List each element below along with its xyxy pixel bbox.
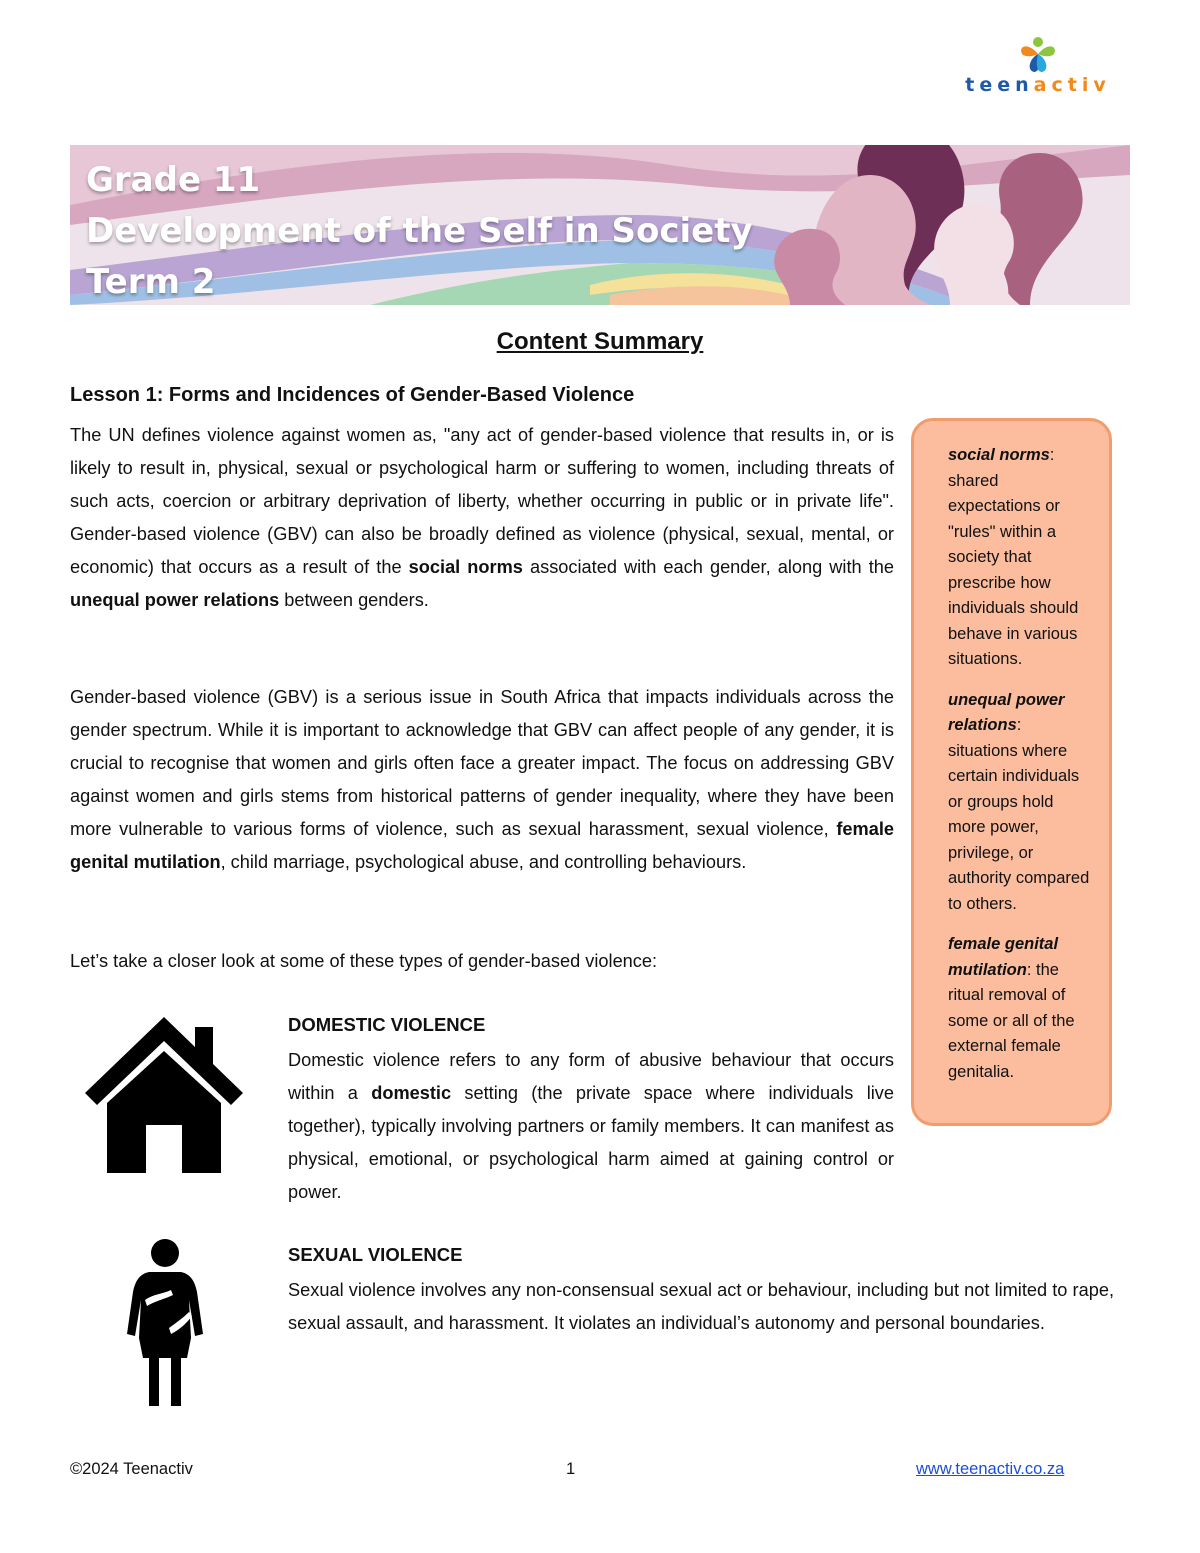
logo-wordmark: teenactiv [965,74,1111,96]
paragraph-un-definition: The UN defines violence against women as, "any act of gender-based violence that results in, or is likely to result in, physical, sexual or psychological harm or suffering to women, including threats of such acts, coercion or arbitrary deprivation of liberty, whether occurring in public or in private life". Gender-based violence (GBV) can also be broadly defined as violence (physical, sexual, mental, or economic) that occurs as a result of the social norms associated with each gender, along with the unequal power relations between genders. [70,425,894,610]
glossary-item [948,443,1095,673]
footer-website-link[interactable]: www.teenactiv.co.za [916,1460,1065,1478]
teenactiv-logo [948,36,1128,96]
banner-term: Term 2 [86,262,216,302]
glossary-definition: : the ritual removal of some or all of the external female genitalia. [948,960,1075,1081]
term-unequal-power-relations: unequal power relations [70,590,280,610]
term-female-genital-mutilation: female genital mutilation [70,819,894,872]
glossary-item [948,688,1095,918]
glossary-definition: : situations where certain individuals or groups hold more power, privilege, or authority compared to others. [948,716,1090,913]
paragraph-intro-types: Let’s take a closer look at some of these types of gender-based violence: [70,951,658,971]
term-domestic: domestic [371,1083,452,1103]
banner-title [86,155,753,305]
lesson-heading: Lesson 1: Forms and Incidences of Gender-Based Violence [70,384,635,406]
sexual-violence-heading: SEXUAL VIOLENCE [288,1244,463,1265]
glossary-term: female genital mutilation [948,935,1059,979]
teenactiv-logo-icon [1014,36,1062,76]
glossary-item [948,932,1095,1085]
glossary-term: unequal power relations [948,690,1065,734]
person-harassment-icon [125,1238,205,1408]
page-title: Content Summary [496,328,704,355]
house-icon [83,1013,245,1175]
banner-subject: Development of the Self in Society [86,211,753,251]
header-banner [70,145,1130,305]
footer-copyright: ©2024 Teenactiv [70,1460,193,1478]
paragraph-gbv-south-africa: Gender-based violence (GBV) is a serious issue in South Africa that impacts individuals across the gender spectrum. While it is important to acknowledge that GBV can affect people of any gender, it is crucial to recognise that women and girls often face a greater impact. The focus on addressing GBV against women and girls stems from historical patterns of gender inequality, where they have been more vulnerable to various forms of violence, such as sexual harassment, sexual violence, female genital mutilation, child marriage, psychological abuse, and controlling behaviours. [70,687,894,872]
banner-grade: Grade 11 [86,160,261,200]
footer-page-number: 1 [566,1460,576,1478]
glossary-term: social norms [948,446,1050,464]
domestic-violence-heading: DOMESTIC VIOLENCE [288,1014,486,1035]
glossary-box [911,418,1112,1126]
domestic-violence-text: Domestic violence refers to any form of abusive behaviour that occurs within a domestic setting (the private space where individuals live together), typically involving partners or family members. It can manifest as physical, emotional, or psychological harm aimed at gaining control or power. [288,1050,894,1202]
term-social-norms: social norms [408,557,523,577]
sexual-violence-text: Sexual violence involves any non-consensual sexual act or behaviour, including but not limited to rape, sexual assault, and harassment. It violates an individual’s autonomy and personal boundaries. [288,1280,1114,1333]
glossary-definition: : shared expectations or "rules" within a society that prescribe how individuals should behave in various situations. [948,446,1079,668]
